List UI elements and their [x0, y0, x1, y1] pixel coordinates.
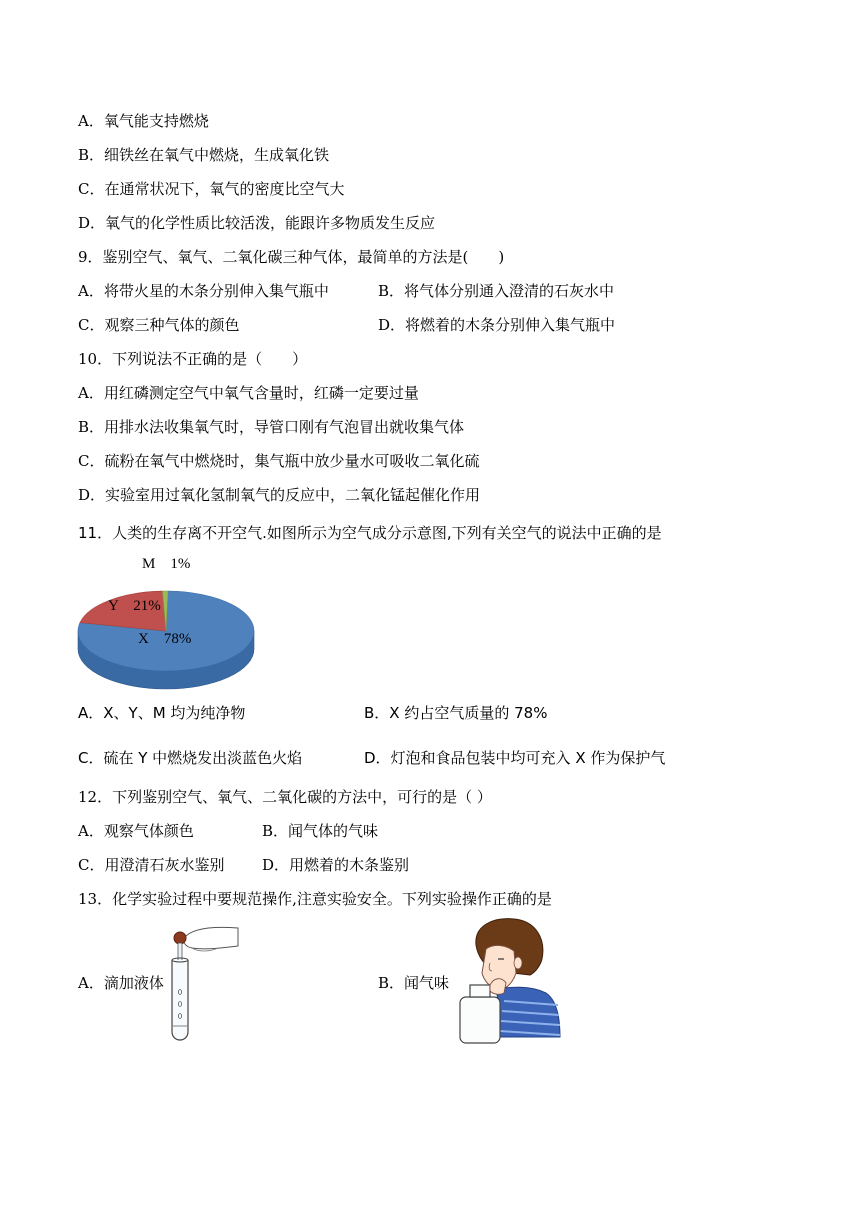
q11-option-a: A．X、Y、M 均为纯净物	[78, 704, 246, 722]
air-composition-pie-chart	[70, 550, 270, 700]
q12-stem: 12．下列鉴别空气、氧气、二氧化碳的方法中，可行的是（ ）	[78, 788, 492, 806]
q12-option-b: B．闻气体的气味	[262, 822, 379, 840]
q10-option-d: D．实验室用过氧化氢制氧气的反应中，二氧化锰起催化作用	[78, 486, 481, 504]
q10-option-c: C．硫粉在氧气中燃烧时，集气瓶中放少量水可吸收二氧化硫	[78, 452, 480, 470]
q11-option-c: C．硫在 Y 中燃烧发出淡蓝色火焰	[78, 749, 303, 767]
dropper-test-tube-illustration	[162, 920, 242, 1045]
q9-stem: 9．鉴别空气、氧气、二氧化碳三种气体，最简单的方法是( )	[78, 248, 505, 266]
q8-option-d: D．氧气的化学性质比较活泼，能跟许多物质发生反应	[78, 214, 436, 232]
pie-label-m: M 1%	[142, 556, 191, 572]
q13-option-b: B．闻气味	[378, 974, 450, 992]
q10-stem: 10．下列说法不正确的是（ ）	[78, 350, 308, 368]
q11-option-d: D．灯泡和食品包装中均可充入 X 作为保护气	[364, 749, 666, 767]
q8-option-c: C．在通常状况下，氧气的密度比空气大	[78, 180, 345, 198]
q9-option-b: B．将气体分别通入澄清的石灰水中	[378, 282, 615, 300]
q13-option-a: A．滴加液体	[78, 974, 164, 992]
q9-option-c: C．观察三种气体的颜色	[78, 316, 240, 334]
q10-option-a: A．用红磷测定空气中氧气含量时，红磷一定要过量	[78, 384, 419, 402]
q9-option-a: A．将带火星的木条分别伸入集气瓶中	[78, 282, 329, 300]
q13-stem: 13．化学实验过程中要规范操作,注意实验安全。下列实验操作正确的是	[78, 890, 552, 908]
pie-label-x: X 78%	[138, 631, 192, 647]
q12-option-d: D．用燃着的木条鉴别	[262, 856, 410, 874]
q8-option-a: A．氧气能支持燃烧	[78, 112, 209, 130]
q12-option-a: A．观察气体颜色	[78, 822, 194, 840]
q11-option-b: B．X 约占空气质量的 78%	[364, 704, 548, 722]
q9-option-d: D．将燃着的木条分别伸入集气瓶中	[378, 316, 616, 334]
smelling-gas-illustration	[454, 915, 564, 1045]
q10-option-b: B．用排水法收集氧气时，导管口刚有气泡冒出就收集气体	[78, 418, 465, 436]
q8-option-b: B．细铁丝在氧气中燃烧，生成氧化铁	[78, 146, 330, 164]
q11-stem: 11．人类的生存离不开空气.如图所示为空气成分示意图,下列有关空气的说法中正确的是	[78, 524, 662, 542]
pie-label-y: Y 21%	[108, 598, 161, 614]
q12-option-c: C．用澄清石灰水鉴别	[78, 856, 225, 874]
